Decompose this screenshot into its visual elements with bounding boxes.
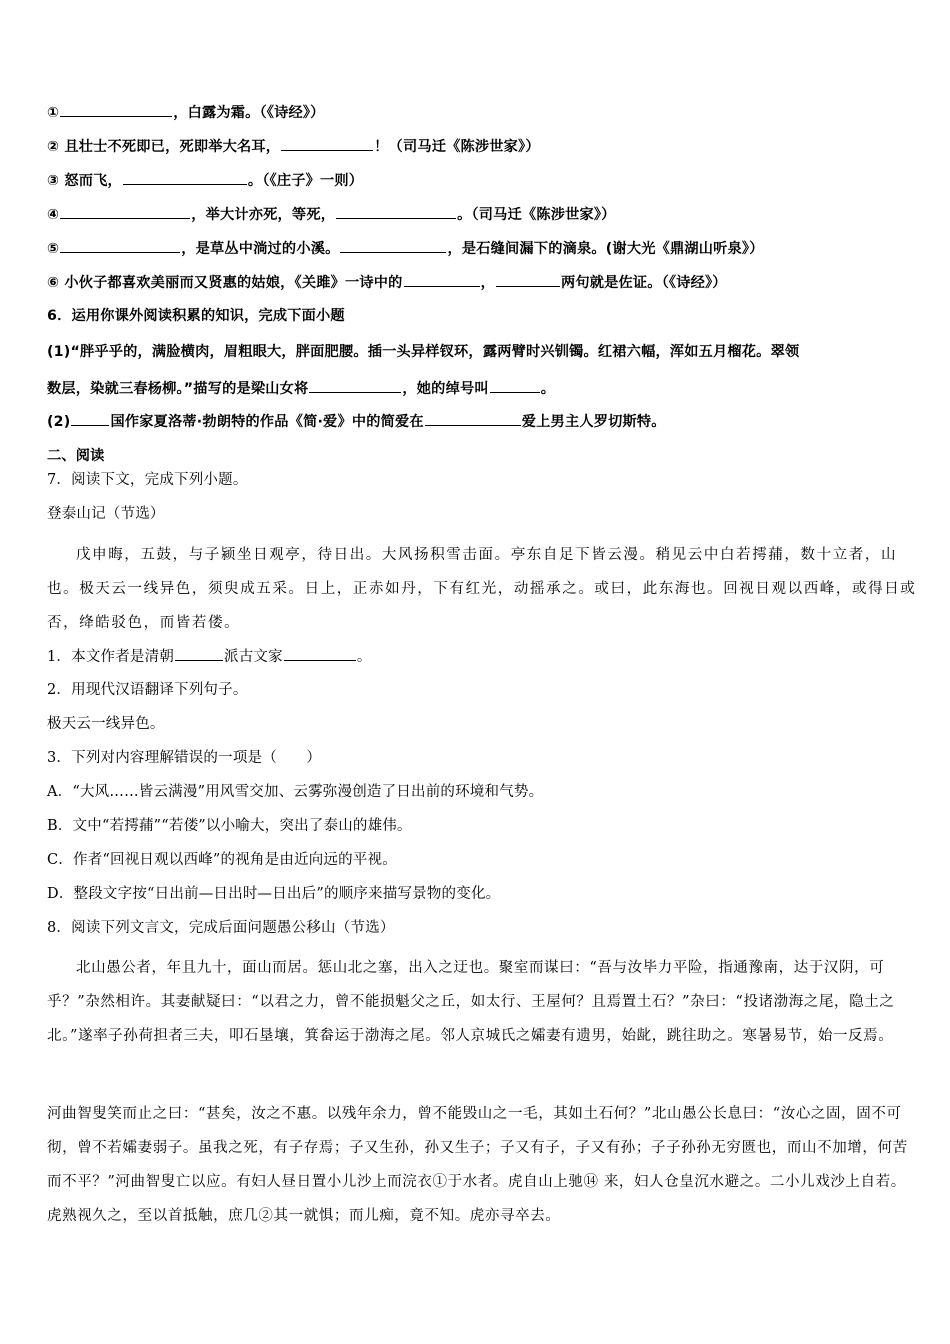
question-6-title: 6．运用你课外阅读积累的知识，完成下面小题 xyxy=(47,308,345,324)
q7-sub2: 2．用现代汉语翻译下列句子。 xyxy=(47,682,248,698)
blank-6-middle: ， xyxy=(480,275,495,291)
q6-part1-line2 xyxy=(47,378,917,399)
fill-blank-5 xyxy=(47,238,917,259)
q8-paragraph-2: 河曲智叟笑而止之曰：“甚矣，汝之不惠。以残年余力，曾不能毁山之一毛，其如土石何？”北山愚公长息曰：“汝心之固，固不可彻，曾不若孀妻弱子。虽我之死，有子存焉；子又生孙，孙又生子；子又有子，子又有孙；子子孙孙无穷匮也，而山不加增，何苦而不平？”河曲智叟亡以应。有妇人昼日置小儿沙上而浣衣①于水者。虎自山上驰⑭ 来，妇人仓皇沉水避之。二小儿戏沙上自若。虎熟视久之，至以首抵触，庶几②其一就惧；而儿痴，竟不知。虎亦寻卒去。 xyxy=(47,1106,908,1224)
part2-prefix: (2) xyxy=(47,414,71,430)
part2-suffix: 爱上男主人罗切斯特。 xyxy=(521,414,666,430)
answer-blank[interactable] xyxy=(490,378,540,393)
passage-text: 戊申晦，五鼓，与子颍坐日观亭，待日出。大风扬积雪击面。亭东自足下皆云漫。稍见云中白若摴蒱，数十立者，山也。极天云一线异色，须臾成五采。日上，正赤如丹，下有红光，动摇承之。或曰，此东海也。回视日观以西峰，或得日或否，绛皓驳色，而皆若偻。 xyxy=(47,547,917,631)
fill-blank-4 xyxy=(47,204,917,225)
answer-blank[interactable] xyxy=(60,238,180,253)
answer-blank[interactable] xyxy=(404,272,480,287)
fill-blank-2 xyxy=(47,136,917,157)
fill-blank-1 xyxy=(47,102,917,123)
option-a[interactable]: A．“大风……皆云满漫”用风雪交加、云雾弥漫创造了日出前的环境和气势。 xyxy=(47,784,544,800)
answer-blank[interactable] xyxy=(60,102,172,117)
blank-3-suffix: 。（《庄子》一则） xyxy=(247,173,364,189)
answer-blank[interactable] xyxy=(71,411,109,426)
passage-title: 登泰山记（节选） xyxy=(47,506,165,522)
answer-blank[interactable] xyxy=(123,170,247,185)
fill-blank-6 xyxy=(47,272,917,293)
question-8-title: 8．阅读下列文言文，完成后面问题愚公移山（节选） xyxy=(47,920,395,936)
part1-prefix: 数层，染就三春杨柳。”描写的是梁山女将 xyxy=(47,381,309,397)
answer-blank[interactable] xyxy=(309,378,401,393)
blank-5-middle: ，是草丛中淌过的小溪。 xyxy=(181,241,340,257)
fill-blank-3 xyxy=(47,170,917,191)
part1-middle: ，她的绰号叫 xyxy=(402,381,489,397)
answer-blank[interactable] xyxy=(340,238,446,253)
blank-4-prefix: ④ xyxy=(47,207,60,223)
blank-6-prefix: ⑥ 小伙子都喜欢美丽而又贤惠的姑娘，《关雎》一诗中的 xyxy=(47,275,403,291)
answer-blank[interactable] xyxy=(284,646,356,661)
q8-paragraph-1: 北山愚公者，年且九十，面山而居。惩山北之塞，出入之迂也。聚室而谋曰：“吾与汝毕力平险，指通豫南，达于汉阴，可乎？”杂然相许。其妻献疑曰：“以君之力，曾不能损魁父之丘，如太行、王屋何？且焉置土石？”杂曰：“投诸渤海之尾，隐土之北。”遂率子孙荷担者三夫，叩石垦壤，箕畚运于渤海之尾。邻人京城氏之孀妻有遗男，始龀，跳往助之。寒暑易节，始一反焉。 xyxy=(47,960,895,1044)
option-d[interactable]: D．整段文字按“日出前—日出时—日出后”的顺序来描写景物的变化。 xyxy=(47,886,501,902)
blank-1-prefix: ① xyxy=(47,105,60,121)
option-b[interactable]: B．文中“若摴蒱”“若偻”以小喻大，突出了泰山的雄伟。 xyxy=(47,818,412,834)
sub1-suffix: 。 xyxy=(356,649,372,665)
answer-blank[interactable] xyxy=(175,646,223,661)
q7-sub2-sentence: 极天云一线异色。 xyxy=(47,716,165,732)
blank-6-suffix: 两句就是佐证。（《诗经》） xyxy=(560,275,727,291)
sub1-prefix: 1．本文作者是清朝 xyxy=(47,649,175,665)
blank-3-prefix: ③ 怒而飞， xyxy=(47,173,122,189)
question-7-title: 7．阅读下文，完成下列小题。 xyxy=(47,472,248,488)
answer-blank[interactable] xyxy=(281,136,373,151)
section-2-heading: 二、阅读 xyxy=(47,448,105,464)
part2-middle: 国作家夏洛蒂·勃朗特的作品《简·爱》中的简爱在 xyxy=(110,414,424,430)
blank-5-prefix: ⑤ xyxy=(47,241,60,257)
answer-blank[interactable] xyxy=(496,272,560,287)
blank-4-suffix: 。（司马迁《陈涉世家》） xyxy=(457,207,616,223)
blank-5-suffix: ，是石缝间漏下的滴泉。(谢大光《鼎湖山听泉》） xyxy=(447,241,764,257)
blank-2-prefix: ② 且壮士不死即已，死即举大名耳， xyxy=(47,139,281,155)
q6-part2 xyxy=(47,411,917,432)
answer-blank[interactable] xyxy=(336,204,456,219)
sub1-middle: 派古文家 xyxy=(224,649,283,665)
q7-sub1 xyxy=(47,646,917,667)
blank-4-middle: ，举大计亦死，等死， xyxy=(191,207,336,223)
answer-blank[interactable] xyxy=(60,204,190,219)
part1-suffix: 。 xyxy=(540,381,556,397)
blank-1-suffix: ，白露为霜。（《诗经》） xyxy=(173,105,325,121)
blank-2-suffix: ！（司马迁《陈涉世家》） xyxy=(374,139,540,155)
q6-part1-line1: (1)“胖乎乎的，满脸横肉，眉粗眼大，胖面肥腰。插一头异样钗环，露两臂时兴钏镯。红裙六幅，浑如五月榴花。翠领 xyxy=(47,344,800,360)
option-c[interactable]: C．作者“回视日观以西峰”的视角是由近向远的平视。 xyxy=(47,852,397,868)
answer-blank[interactable] xyxy=(425,411,521,426)
q7-sub3: 3．下列对内容理解错误的一项是（ ） xyxy=(47,750,322,766)
